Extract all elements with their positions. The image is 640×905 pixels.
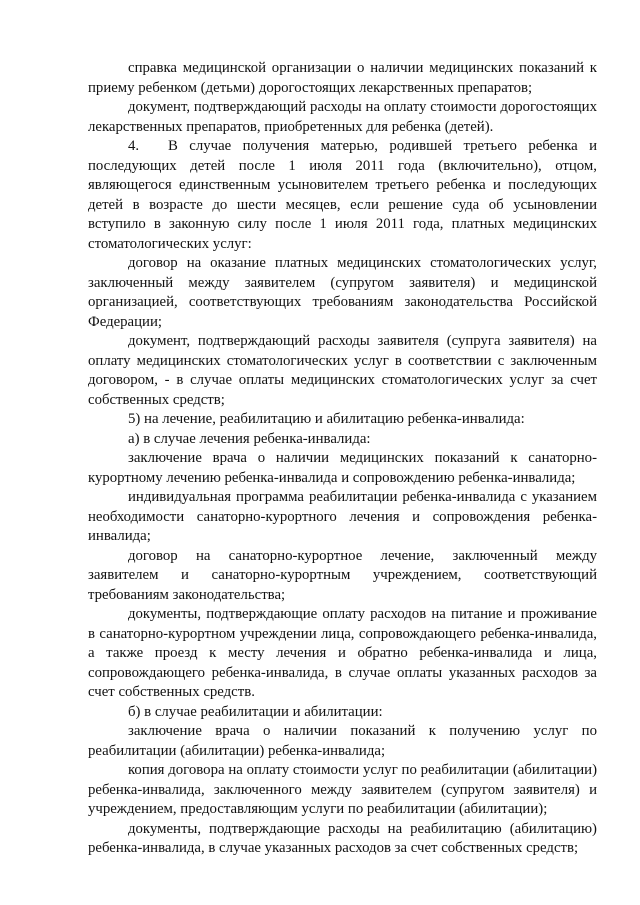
item-4-number: 4. [128,138,140,154]
paragraph-payment-documents: документы, подтверждающие оплату расходов на питание и проживание в санаторно-курортном учреждении лица, сопровождающего ребенка-инвалида, а также проезд к месту лечения и обратно ребенка-инвалида и лица, сопровождающего ребенка-инвалида, в случае оплаты указанных расходов за счет собственных средств. [88,606,597,700]
paragraph-medical-certificate: справка медицинской организации о наличии медицинских показаний к приему ребенком (детьми) дорогостоящих лекарственных препаратов; [88,60,597,96]
paragraph-doctor-conclusion: заключение врача о наличии медицинских показаний к санаторно-курортному лечению ребенка-инвалида и сопровождению ребенка-инвалида; [88,450,597,486]
paragraph-item-5: 5) на лечение, реабилитацию и абилитацию ребенка-инвалида: [128,411,525,427]
paragraph-dental-contract: договор на оказание платных медицинских стоматологических услуг, заключенный между заявителем (супругом заявителя) и медицинской организацией, соответствующих требованиям законодательства Российской Федерации; [88,255,597,330]
item-4-text: В случае получения матерью, родившей третьего ребенка и последующих детей после 1 июля 2011 года (включительно), отцом, являющегося единственным усыновителем третьего ребенка и последующих детей в возрасте до шести месяцев, если решение суда об усыновлении вступило в законную силу после 1 июля 2011 года, платных медицинских стоматологических услуг: [88,138,597,252]
paragraph-contract-copy: копия договора на оплату стоимости услуг по реабилитации (абилитации) ребенка-инвалида, заключенного между заявителем (супругом заявителя) и учреждением, предоставляющим услуги по реабилитации (абилитации); [88,762,597,817]
paragraph-sanatorium-contract: договор на санаторно-курортное лечение, заключенный между заявителем и санаторно-курортным учреждением, соответствующий требованиям законодательства; [88,547,597,603]
paragraph-dental-expenses: документ, подтверждающий расходы заявителя (супруга заявителя) на оплату медицинских стоматологических услуг в соответствии с заключенным договором, - в случае оплаты медицинских стоматологических услуг за счет собственных средств; [88,333,597,408]
paragraph-rehab-program: индивидуальная программа реабилитации ребенка-инвалида с указанием необходимости санаторно-курортного лечения и сопровождения ребенка-инвалида; [88,489,597,544]
paragraph-expense-document: документ, подтверждающий расходы на оплату стоимости дорогостоящих лекарственных препаратов, приобретенных для ребенка (детей). [88,99,597,135]
document-page [88,59,597,859]
paragraph-sub-a: а) в случае лечения ребенка-инвалида: [128,430,371,447]
paragraph-rehab-conclusion: заключение врача о наличии показаний к получению услуг по реабилитации (абилитации) ребенка-инвалида; [88,723,597,759]
paragraph-rehab-expenses: документы, подтверждающие расходы на реабилитацию (абилитацию) ребенка-инвалида, в случае указанных расходов за счет собственных средств; [88,820,597,856]
paragraph-item-4 [88,137,597,254]
paragraph-sub-b: б) в случае реабилитации и абилитации: [128,703,383,720]
